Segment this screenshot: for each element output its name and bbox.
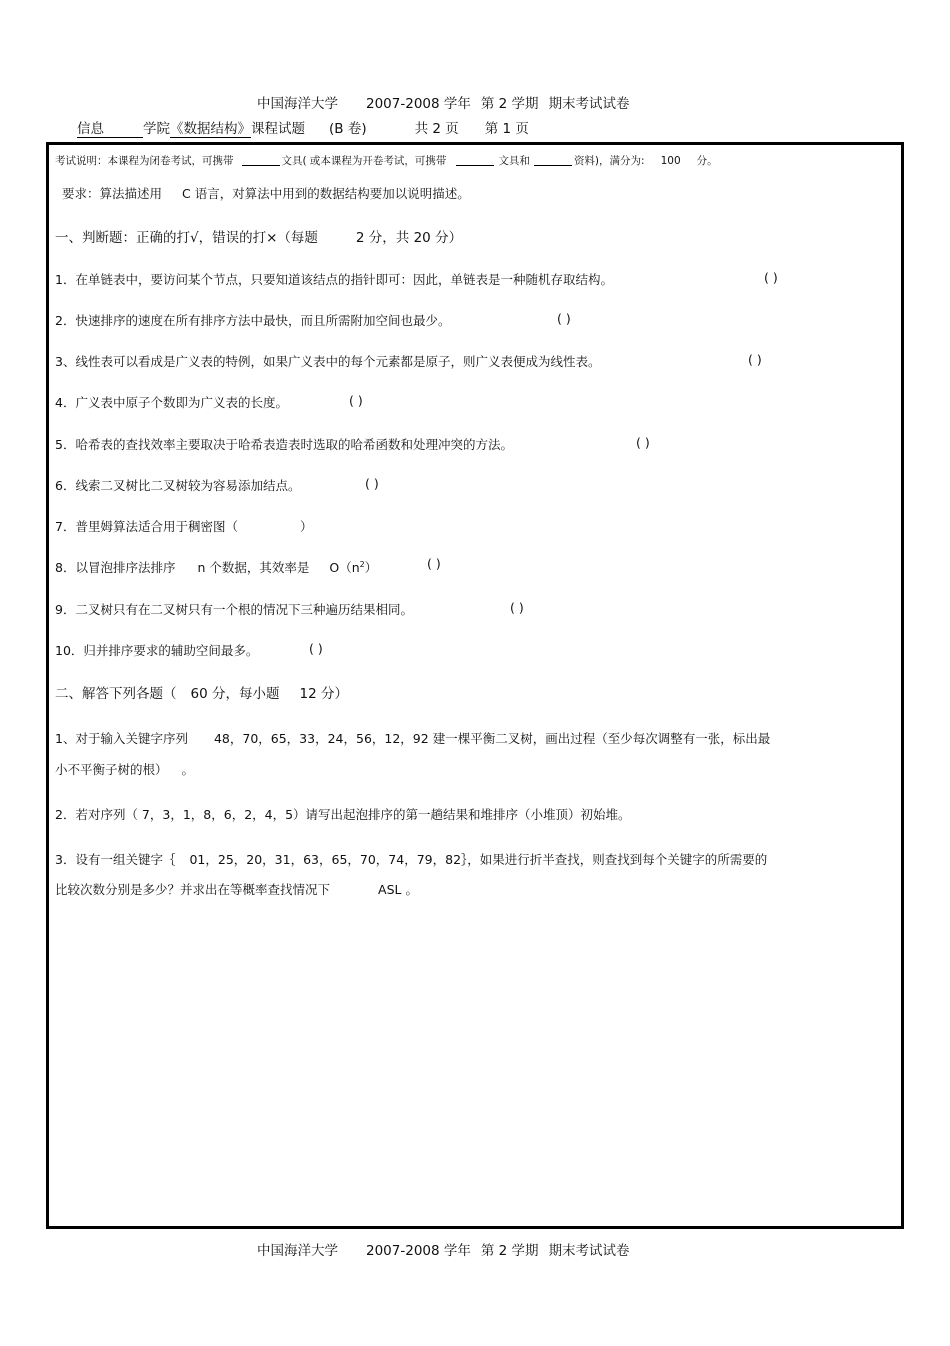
footer-exam: 期末考试试卷 xyxy=(548,1243,630,1259)
judge-question-7: 7．普里姆算法适合用于稠密图（ xyxy=(55,519,238,534)
answer-question-1-cont xyxy=(55,760,194,778)
header-exam: 期末考试试卷 xyxy=(548,96,630,112)
answer-paren-7[interactable]: ） xyxy=(300,519,313,534)
section-1-heading: 一、判断题：正确的打√，错误的打×（每题 xyxy=(55,230,318,246)
section-1-points: 2 分，共 20 分） xyxy=(355,230,463,246)
requirement-part-1: 要求：算法描述用 xyxy=(62,186,163,201)
q8-part-d: ） xyxy=(364,560,378,575)
judge-question-8 xyxy=(55,558,377,576)
footer-title-line xyxy=(257,1239,630,1259)
notice-part-4: 资料)，满分为: xyxy=(573,155,645,167)
judge-question-5: 5．哈希表的查找效率主要取决于哈希表造表时选取的哈希函数和处理冲突的方法。 xyxy=(55,437,513,452)
requirement xyxy=(62,184,470,202)
full-score: 100 xyxy=(660,155,681,167)
college-field: 信息 xyxy=(77,117,143,138)
answer-question-3 xyxy=(55,850,767,868)
aq3-part-c: 比较次数分别是多少？并求出在等概率查找情况下 xyxy=(55,882,331,897)
judge-question-1: 1．在单链表中，要访问某个节点，只要知道该结点的指针即可：因此，单链表是一种随机存取结构。 xyxy=(55,272,613,287)
page-number: 第 1 页 xyxy=(484,121,529,137)
footer-term: 第 2 学期 xyxy=(480,1243,539,1259)
section-2-part-2: 60 分，每小题 xyxy=(190,686,280,702)
answer-question-2: 2．若对序列（ 7，3，1，8，6，2，4，5）请写出起泡排序的第一趟结果和堆排序（小堆顶）初始堆。 xyxy=(55,807,631,822)
header-title-line xyxy=(257,92,630,112)
course-name: 《数据结构》 xyxy=(170,117,251,138)
judge-question-6: 6．线索二叉树比二叉树较为容易添加结点。 xyxy=(55,478,301,493)
score-unit: 分。 xyxy=(696,155,718,167)
answer-paren-10[interactable]: ( ) xyxy=(309,641,323,656)
q8-part-b: n 个数据，其效率是 xyxy=(197,560,310,575)
answer-question-1 xyxy=(55,729,770,747)
judge-question-3: 3、线性表可以看成是广义表的特例，如果广义表中的每个元素都是原子，则广义表便成为线性表。 xyxy=(55,354,601,369)
aq1-part-b: 48，70，65，33，24，56，12，92 建一棵平衡二叉树，画出过程（至少每次调整有一张，标出最 xyxy=(213,731,771,746)
aq1-part-c: 小不平衡子树的根） xyxy=(55,762,168,777)
answer-paren-9[interactable]: ( ) xyxy=(510,600,524,615)
paper-version: (B 卷) xyxy=(329,121,367,137)
requirement-part-2: C 语言，对算法中用到的数据结构要加以说明描述。 xyxy=(182,186,470,201)
answer-paren-6[interactable]: ( ) xyxy=(365,476,379,491)
section-2-title xyxy=(55,682,348,702)
answer-paren-3[interactable]: ( ) xyxy=(748,352,762,367)
aq3-part-d: ASL 。 xyxy=(378,882,418,897)
footer-university: 中国海洋大学 xyxy=(257,1243,338,1259)
aq1-part-a: 1、对于输入关键字序列 xyxy=(55,731,188,746)
judge-question-10: 10．归并排序要求的辅助空间最多。 xyxy=(55,643,259,658)
answer-paren-2[interactable]: ( ) xyxy=(557,311,571,326)
answer-paren-1[interactable]: ( ) xyxy=(764,270,778,285)
judge-question-2: 2．快速排序的速度在所有排序方法中最快，而且所需附加空间也最少。 xyxy=(55,313,451,328)
answer-paren-8[interactable]: ( ) xyxy=(427,556,441,571)
blank-1 xyxy=(242,153,280,166)
notice-part-1: 考试说明：本课程为闭卷考试，可携带 xyxy=(55,155,234,167)
aq1-part-d: 。 xyxy=(181,762,195,777)
course-suffix: 课程试题 xyxy=(251,121,305,137)
blank-3 xyxy=(534,153,572,166)
aq3-part-a: 3．设有一组关键字｛ xyxy=(55,852,176,867)
q8-exponent: 2 xyxy=(359,559,365,569)
exam-notice xyxy=(55,153,718,168)
judge-question-9: 9．二叉树只有在二叉树只有一个根的情况下三种遍历结果相同。 xyxy=(55,602,413,617)
footer-year: 2007-2008 学年 xyxy=(366,1243,471,1259)
q8-part-c: O（n xyxy=(329,560,360,575)
header-year: 2007-2008 学年 xyxy=(366,96,471,112)
notice-part-2: 文具( 或本课程为开卷考试，可携带 xyxy=(281,155,447,167)
blank-2 xyxy=(456,153,494,166)
section-2-part-1: 二、解答下列各题（ xyxy=(55,686,177,702)
aq3-part-b: 01，25，20，31，63，65，70，74，79，82｝，如果进行折半查找，则查找到每个关键字的所需要的 xyxy=(189,852,768,867)
q8-part-a: 8．以冒泡排序法排序 xyxy=(55,560,176,575)
header-term: 第 2 学期 xyxy=(480,96,539,112)
header-course-line xyxy=(77,117,529,138)
notice-part-3: 文具和 xyxy=(498,155,530,167)
judge-question-4: 4．广义表中原子个数即为广义表的长度。 xyxy=(55,395,288,410)
college-suffix: 学院 xyxy=(143,121,170,137)
answer-paren-4[interactable]: ( ) xyxy=(349,393,363,408)
header-university: 中国海洋大学 xyxy=(257,96,338,112)
section-2-part-3: 12 分） xyxy=(299,686,348,702)
answer-paren-5[interactable]: ( ) xyxy=(636,435,650,450)
answer-question-3-cont xyxy=(55,880,418,898)
total-pages: 共 2 页 xyxy=(414,121,459,137)
section-1-title xyxy=(55,226,462,246)
